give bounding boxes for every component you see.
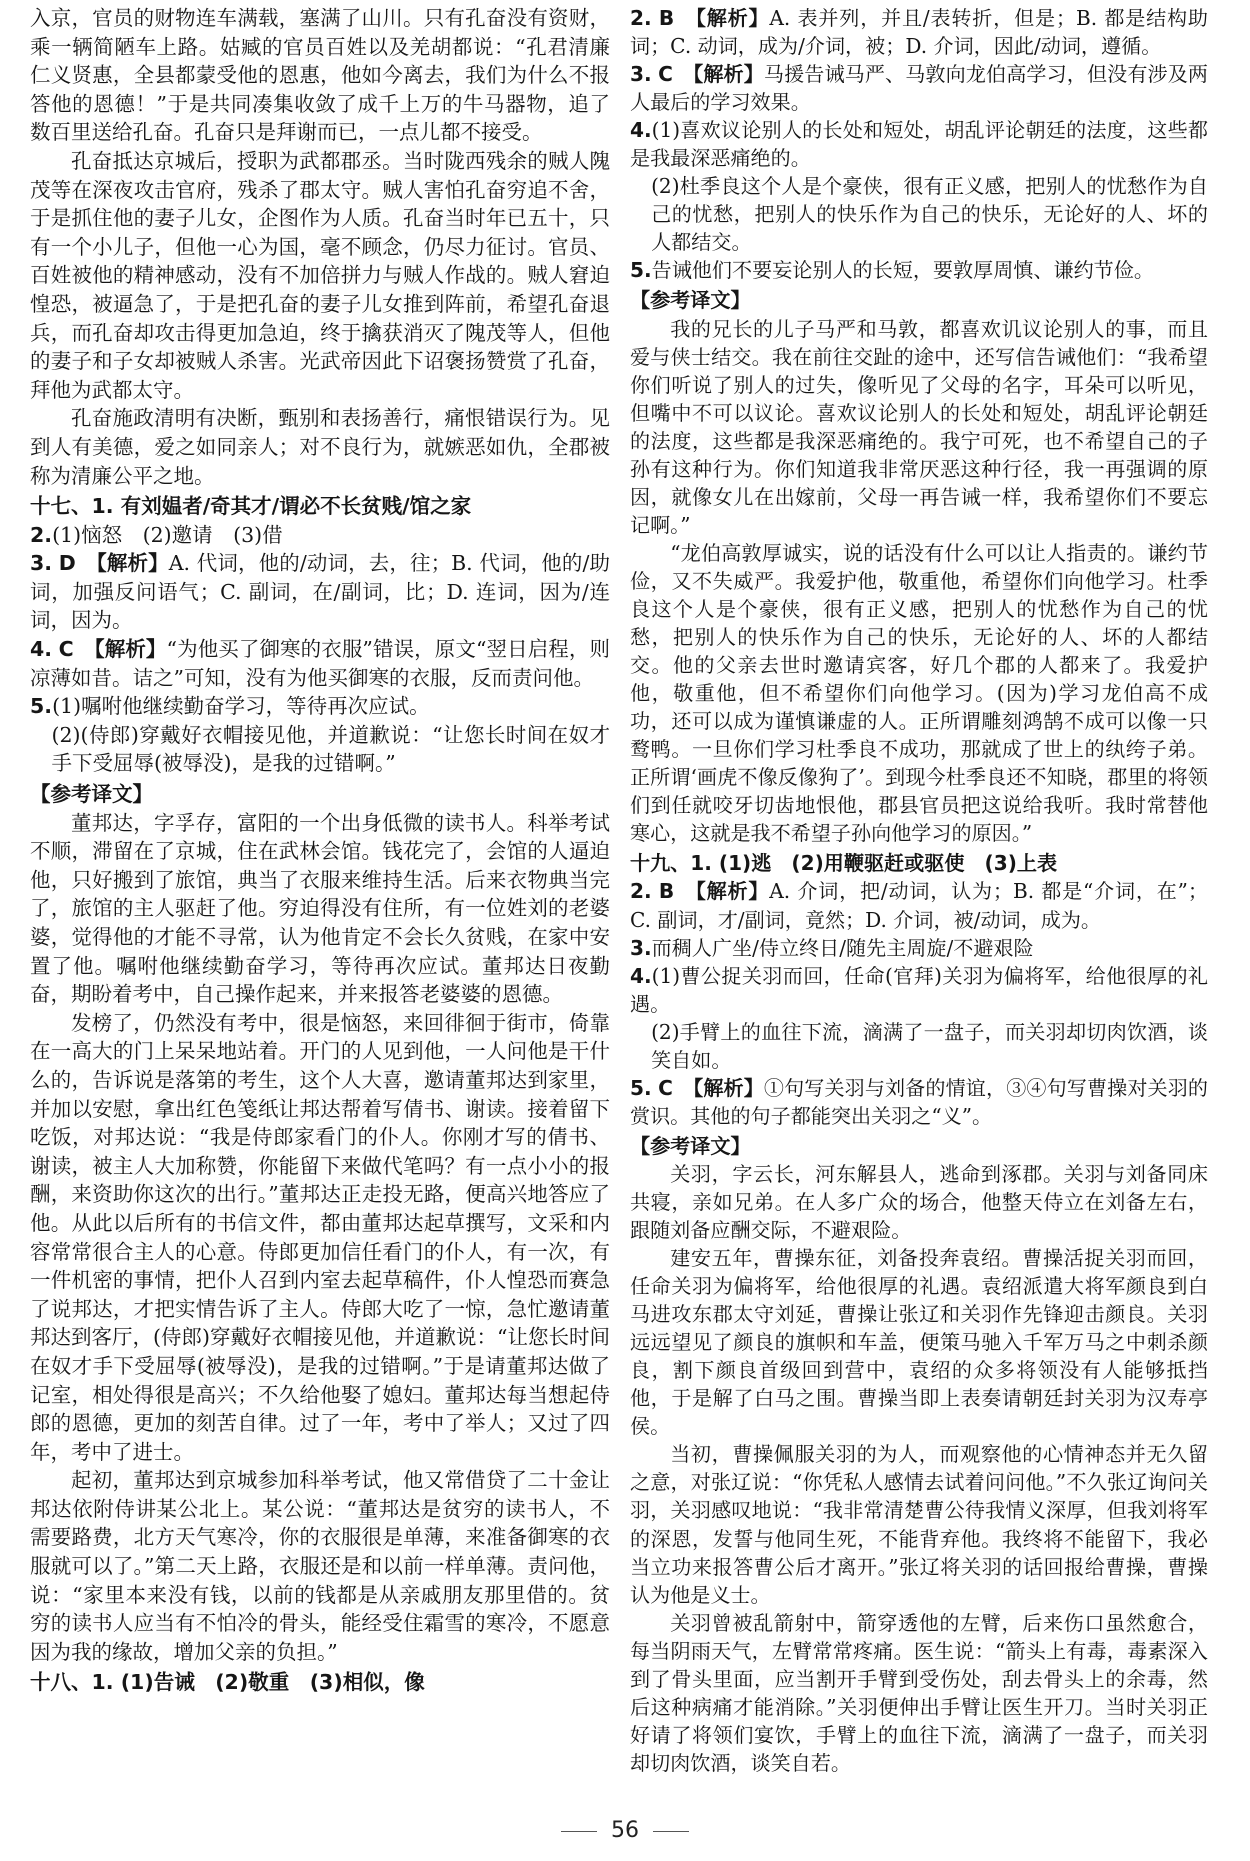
answer-text: (1)喜欢议论别人的长处和短处，胡乱评论朝廷的法度，这些都是我最深恶痛绝的。 (630, 118, 1208, 171)
analysis-label: 【解析】 (695, 6, 770, 30)
answer-item (630, 116, 1208, 172)
answer-choice: C (658, 1075, 673, 1100)
answer-item (630, 934, 1208, 962)
translation-paragraph: 当初，曹操佩服关羽的为人，而观察他的心情神态并无久留之意，对张辽说：“你凭私人感情去试着问问他。”不久张辽询问关羽，关羽感叹地说：“我非常清楚曹公待我情义深厚，但我刘将军的深恩，发誓与他同生死，不能背弃他。我终将不能留下，我必当立功来报答曹公后才离开。”张辽将关羽的话回报给曹操，曹操认为他是义士。 (630, 1442, 1208, 1607)
answer-text: 马援告诫马严、马敦向龙伯高学习，但没有涉及两人最后的学习效果。 (630, 62, 1209, 115)
question-number: 5. (630, 258, 652, 283)
question-number: 5. (30, 694, 53, 719)
section-heading: 【参考译文】 (630, 1133, 751, 1158)
answer-text: A. 表并列，并且/表转折，但是；B. 都是结构助词；C. 动词，成为/介词，被；D. 介词，因此/动词，遵循。 (630, 6, 1209, 59)
question-number: 2. (630, 6, 652, 30)
question-number: 4. (630, 963, 652, 988)
translation-paragraph: 我的兄长的儿子马严和马敦，都喜欢讥议论别人的事，而且爱与侠士结交。我在前往交趾的途中，还写信告诫他们：“我希望你们听说了别人的过失，像听见了父母的名字，耳朵可以听见，但嘴中不可以议论。喜欢议论别人的长处和短处，胡乱评论朝廷的法度，这些都是我深恶痛绝的。我宁可死，也不希望自己的子孙有这种行为。你们知道我非常厌恶这种行径，我一再强调的原因，就像女儿在出嫁前，父母一再告诫一样，我希望你们不要忘记啊。” (630, 316, 1208, 537)
answer-choice: C (658, 62, 673, 87)
question-number: 3. (30, 551, 53, 576)
section-heading: 【参考译文】 (30, 782, 153, 807)
section-heading: 十七、1. 有刘媪者/奇其才/谓必不长贫贱/馆之家 (30, 494, 472, 519)
translation-paragraph: “龙伯高敦厚诚实，说的话没有什么可以让人指责的。谦约节俭，又不失威严。我爱护他，敬重他，希望你们向他学习。杜季良这个人是个豪侠，很有正义感，把别人的忧愁作为自己的忧愁，把别人的快乐作为自己的快乐，无论好的人、坏的人都结交。他的父亲去世时邀请宾客，好几个郡的人都来了。我爱护他，敬重他，但不希望你们向他学习。(因为)学习龙伯高不成功，还可以成为谨慎谦虚的人。正所谓雕刻鸿鹄不成可以像一只鹜鸭。一旦你们学习杜季良不成功，那就成了世上的纨绔子弟。正所谓‘画虎不像反像狗了’。到现今杜季良还不知晓，郡里的将领们到任就咬牙切齿地恨他，郡县官员把这说给我听。我时常替他寒心，这就是我不希望子孙向他学习的原因。” (630, 540, 1208, 846)
translation-paragraph: 建安五年，曹操东征，刘备投奔袁绍。曹操活捉关羽而回，任命关羽为偏将军，给他很厚的礼遇。袁绍派遣大将军颜良到白马进攻东郡太守刘延，曹操让张辽和关羽作先锋迎击颜良。关羽远远望见了颜良的旗帜和车盖，便策马驰入千军万马之中刺杀颜良，割下颜良首级回到营中，袁绍的众多将领没有人能够抵挡他，于是解了白马之围。曹操当即上表奏请朝廷封关羽为汉寿亭侯。 (630, 1246, 1208, 1439)
answer-choice: C (58, 637, 74, 662)
answer-item (30, 521, 610, 550)
page-footer (0, 1817, 1250, 1846)
translation-paragraph: 董邦达，字孚存，富阳的一个出身低微的读书人。科举考试不顺，滞留在了京城，住在武林会馆。钱花完了，会馆的人逼迫他，只好搬到了旅馆，典当了衣服来维持生活。后来衣物典当完了，旅馆的主人驱赶了他。穷迫得没有住所，有一位姓刘的老婆婆，觉得他的才能不寻常，认为他肯定不会长久贫贱，在家中安置了他。嘱咐他继续勤奋学习，等待再次应试。董邦达日夜勤奋，期盼着考中，自己操作起来，并来报答老婆婆的恩德。 (30, 810, 610, 1007)
translation-paragraph: 关羽，字云长，河东解县人，逃命到涿郡。关羽与刘备同床共寝，亲如兄弟。在人多广众的场合，他整天侍立在刘备左右，跟随刘备应酬交际，不避艰险。 (630, 1161, 1208, 1243)
translation-paragraph: 孔奋施政清明有决断，甄别和表扬善行，痛恨错误行为。见到人有美德，爱之如同亲人；对不良行为，就嫉恶如仇，全郡被称为清廉公平之地。 (30, 406, 610, 488)
translation-paragraph: 孔奋抵达京城后，授职为武都郡丞。当时陇西残余的贼人隗茂等在深夜攻击官府，残杀了郡太守。贼人害怕孔奋穷追不舍，于是抓住他的妻子儿女，企图作为人质。孔奋当时年已五十，只有一个小儿子，但他一心为国，毫不顾念，仍尽力征讨。官员、百姓被他的精神感动，没有不加倍拼力与贼人作战的。贼人窘迫惶恐，被逼急了，于是把孔奋的妻子儿女推到阵前，希望孔奋退兵，而孔奋却攻击得更加急迫，终于擒获消灭了隗茂等人，但他的妻子和子女却被贼人杀害。光武帝因此下诏褒扬赞赏了孔奋，拜他为武都太守。 (30, 148, 610, 402)
question-number: 2. (30, 522, 53, 547)
question-number: 3. (630, 62, 652, 87)
answer-item (630, 962, 1208, 1018)
translation-paragraph: 发榜了，仍然没有考中，很是恼怒，来回徘徊于街市，倚靠在一高大的门上呆呆地站着。开门的人见到他，一人问他是干什么的，告诉说是落第的考生，这个人大喜，邀请董邦达到家里，并加以安慰，拿出红色笺纸让邦达帮着写倩书、谢读。接着留下吃饭，对邦达说：“我是侍郎家看门的仆人。你刚才写的倩书、谢读，被主人大加称赞，你能留下来做代笔吗？有一点小小的报酬，来资助你这次的出行。”董邦达正走投无路，便高兴地答应了他。从此以后所有的书信文件，都由董邦达起草撰写，文采和内容常常很合主人的心意。侍郎更加信任看门的仆人，有一次，有一件机密的事情，把仆人召到内室去起草稿件，仆人惶恐而赛急了说邦达，才把实情告诉了主人。侍郎大吃了一惊，急忙邀请董邦达到客厅，(侍郎)穿戴好衣帽接见他，并道歉说：“让您长时间在奴才手下受屈辱(被辱没)，是我的过错啊。”于是请董邦达做了记室，相处得很是高兴；不久给他娶了媳妇。董邦达每当想起侍郎的恩德，更加的刻苦自律。过了一年，考中了举人；又过了四年，考中了进士。 (30, 1010, 610, 1464)
answer-continuation: (2)(侍郎)穿戴好衣帽接见他，并道歉说：“让您长时间在奴才手下受屈辱(被辱没)，是我的过错啊。” (51, 722, 610, 776)
translation-paragraph: 起初，董邦达到京城参加科举考试，他又常借贷了二十金让邦达依附侍讲某公北上。某公说：“董邦达是贫穷的读书人，不需要路费，北方天气寒冷，你的衣服很是单薄，来准备御寒的衣服就可以了。”第二天上路，衣服还是和以前一样单薄。责问他，说：“家里本来没有钱，以前的钱都是从亲戚朋友那里借的。贫穷的读书人应当有不怕冷的骨头，能经受住霜雪的寒冷，不愿意因为我的缘故，增加父亲的负担。” (30, 1468, 610, 1664)
question-number: 2. (630, 879, 652, 904)
footer-dash-right (653, 1831, 689, 1832)
answer-choice: B (658, 879, 675, 904)
answer-text: (1)曹公捉关羽而回，任命(官拜)关羽为偏将军，给他很厚的礼遇。 (630, 963, 1208, 1016)
answer-text: 告诫他们不要妄论别人的长短，要敦厚周慎、谦约节俭。 (651, 258, 1154, 283)
answer-item (30, 692, 610, 721)
page-number: 56 (611, 1818, 639, 1843)
left-column (30, 4, 610, 1697)
answer-continuation: (2)手臂上的血往下流，滴满了一盘子，而关羽却切肉饮酒，谈笑自如。 (651, 1019, 1208, 1072)
analysis-label: 【解析】 (96, 551, 169, 576)
answer-continuation: (2)杜季良这个人是个豪侠，很有正义感，把别人的忧愁作为自己的忧愁，把别人的快乐作为自己的快乐，无论好的人、坏的人都结交。 (651, 174, 1208, 255)
answer-choice: D (58, 551, 76, 576)
answer-item (630, 4, 1208, 60)
section-heading: 十八、1. (1)告诫 (2)敬重 (3)相似，像 (30, 1670, 425, 1695)
answer-text: “为他买了御寒的衣服”错误，原文“翌日启程，则凉薄如昔。诘之”可知，没有为他买御寒的衣服，反而责问他。 (30, 637, 610, 690)
answer-item (630, 1074, 1208, 1130)
translation-paragraph: 关羽曾被乱箭射中，箭穿透他的左臂，后来伤口虽然愈合，每当阴雨天气，左臂常常疼痛。医生说：“箭头上有毒，毒素深入到了骨头里面，应当割开手臂到受伤处，刮去骨头上的余毒，然后这种病痛才能消除。”关羽便伸出手臂让医生开刀。当时关羽正好请了将领们宴饮，手臂上的血往下流，滴满了一盘子，而关羽却切肉饮酒，谈笑自若。 (630, 1610, 1208, 1775)
question-number: 3. (630, 935, 652, 960)
question-number: 5. (630, 1075, 652, 1100)
answer-item (630, 877, 1208, 933)
answer-text: (1)嘱咐他继续勤奋学习，等待再次应试。 (52, 694, 430, 719)
question-number: 4. (30, 637, 53, 662)
answer-text: A. 代词，他的/动词，去，往；B. 代词，他的/助词，加强反问语气；C. 副词，在/副词，比；D. 连词，因为/连词，因为。 (30, 551, 610, 633)
analysis-label: 【解析】 (693, 62, 764, 87)
analysis-label: 【解析】 (693, 1075, 764, 1100)
footer-dash-left (561, 1831, 597, 1832)
answer-item (30, 635, 610, 692)
answer-item (630, 256, 1208, 284)
answer-text: (1)恼怒 (2)邀请 (3)借 (52, 522, 283, 547)
question-number: 4. (630, 118, 652, 143)
right-column (630, 4, 1208, 1777)
answer-text: A. 介词，把/动词，认为；B. 都是“介词，在”；C. 副词，才/副词，竟然；D. 介词，被/动词，成为。 (630, 879, 1209, 932)
paragraph: 入京，官员的财物连车满载，塞满了山川。只有孔奋没有资财，乘一辆简陋车上路。姑臧的官员百姓以及羌胡都说：“孔君清廉仁义贤惠，全县都蒙受他的恩惠，他如今离去，我们为什么不报答他的恩德！”于是共同凑集收敛了成千上万的牛马器物，追了数百里送给孔奋。孔奋只是拜谢而已，一点儿都不接受。 (30, 6, 610, 145)
answer-item (30, 549, 610, 635)
section-heading: 【参考译文】 (630, 288, 751, 313)
analysis-label: 【解析】 (94, 637, 167, 662)
answer-text: 而稠人广坐/侍立终日/随先主周旋/不避艰险 (651, 935, 1034, 960)
answer-text: ①句写关羽与刘备的情谊，③④句写曹操对关羽的赏识。其他的句子都能突出关羽之“义”。 (630, 1075, 1209, 1128)
section-heading: 十九、1. (1)逃 (2)用鞭驱赶或驱使 (3)上表 (630, 851, 1058, 876)
answer-choice: B (658, 6, 675, 30)
answer-item (630, 60, 1208, 116)
analysis-label: 【解析】 (695, 879, 770, 904)
